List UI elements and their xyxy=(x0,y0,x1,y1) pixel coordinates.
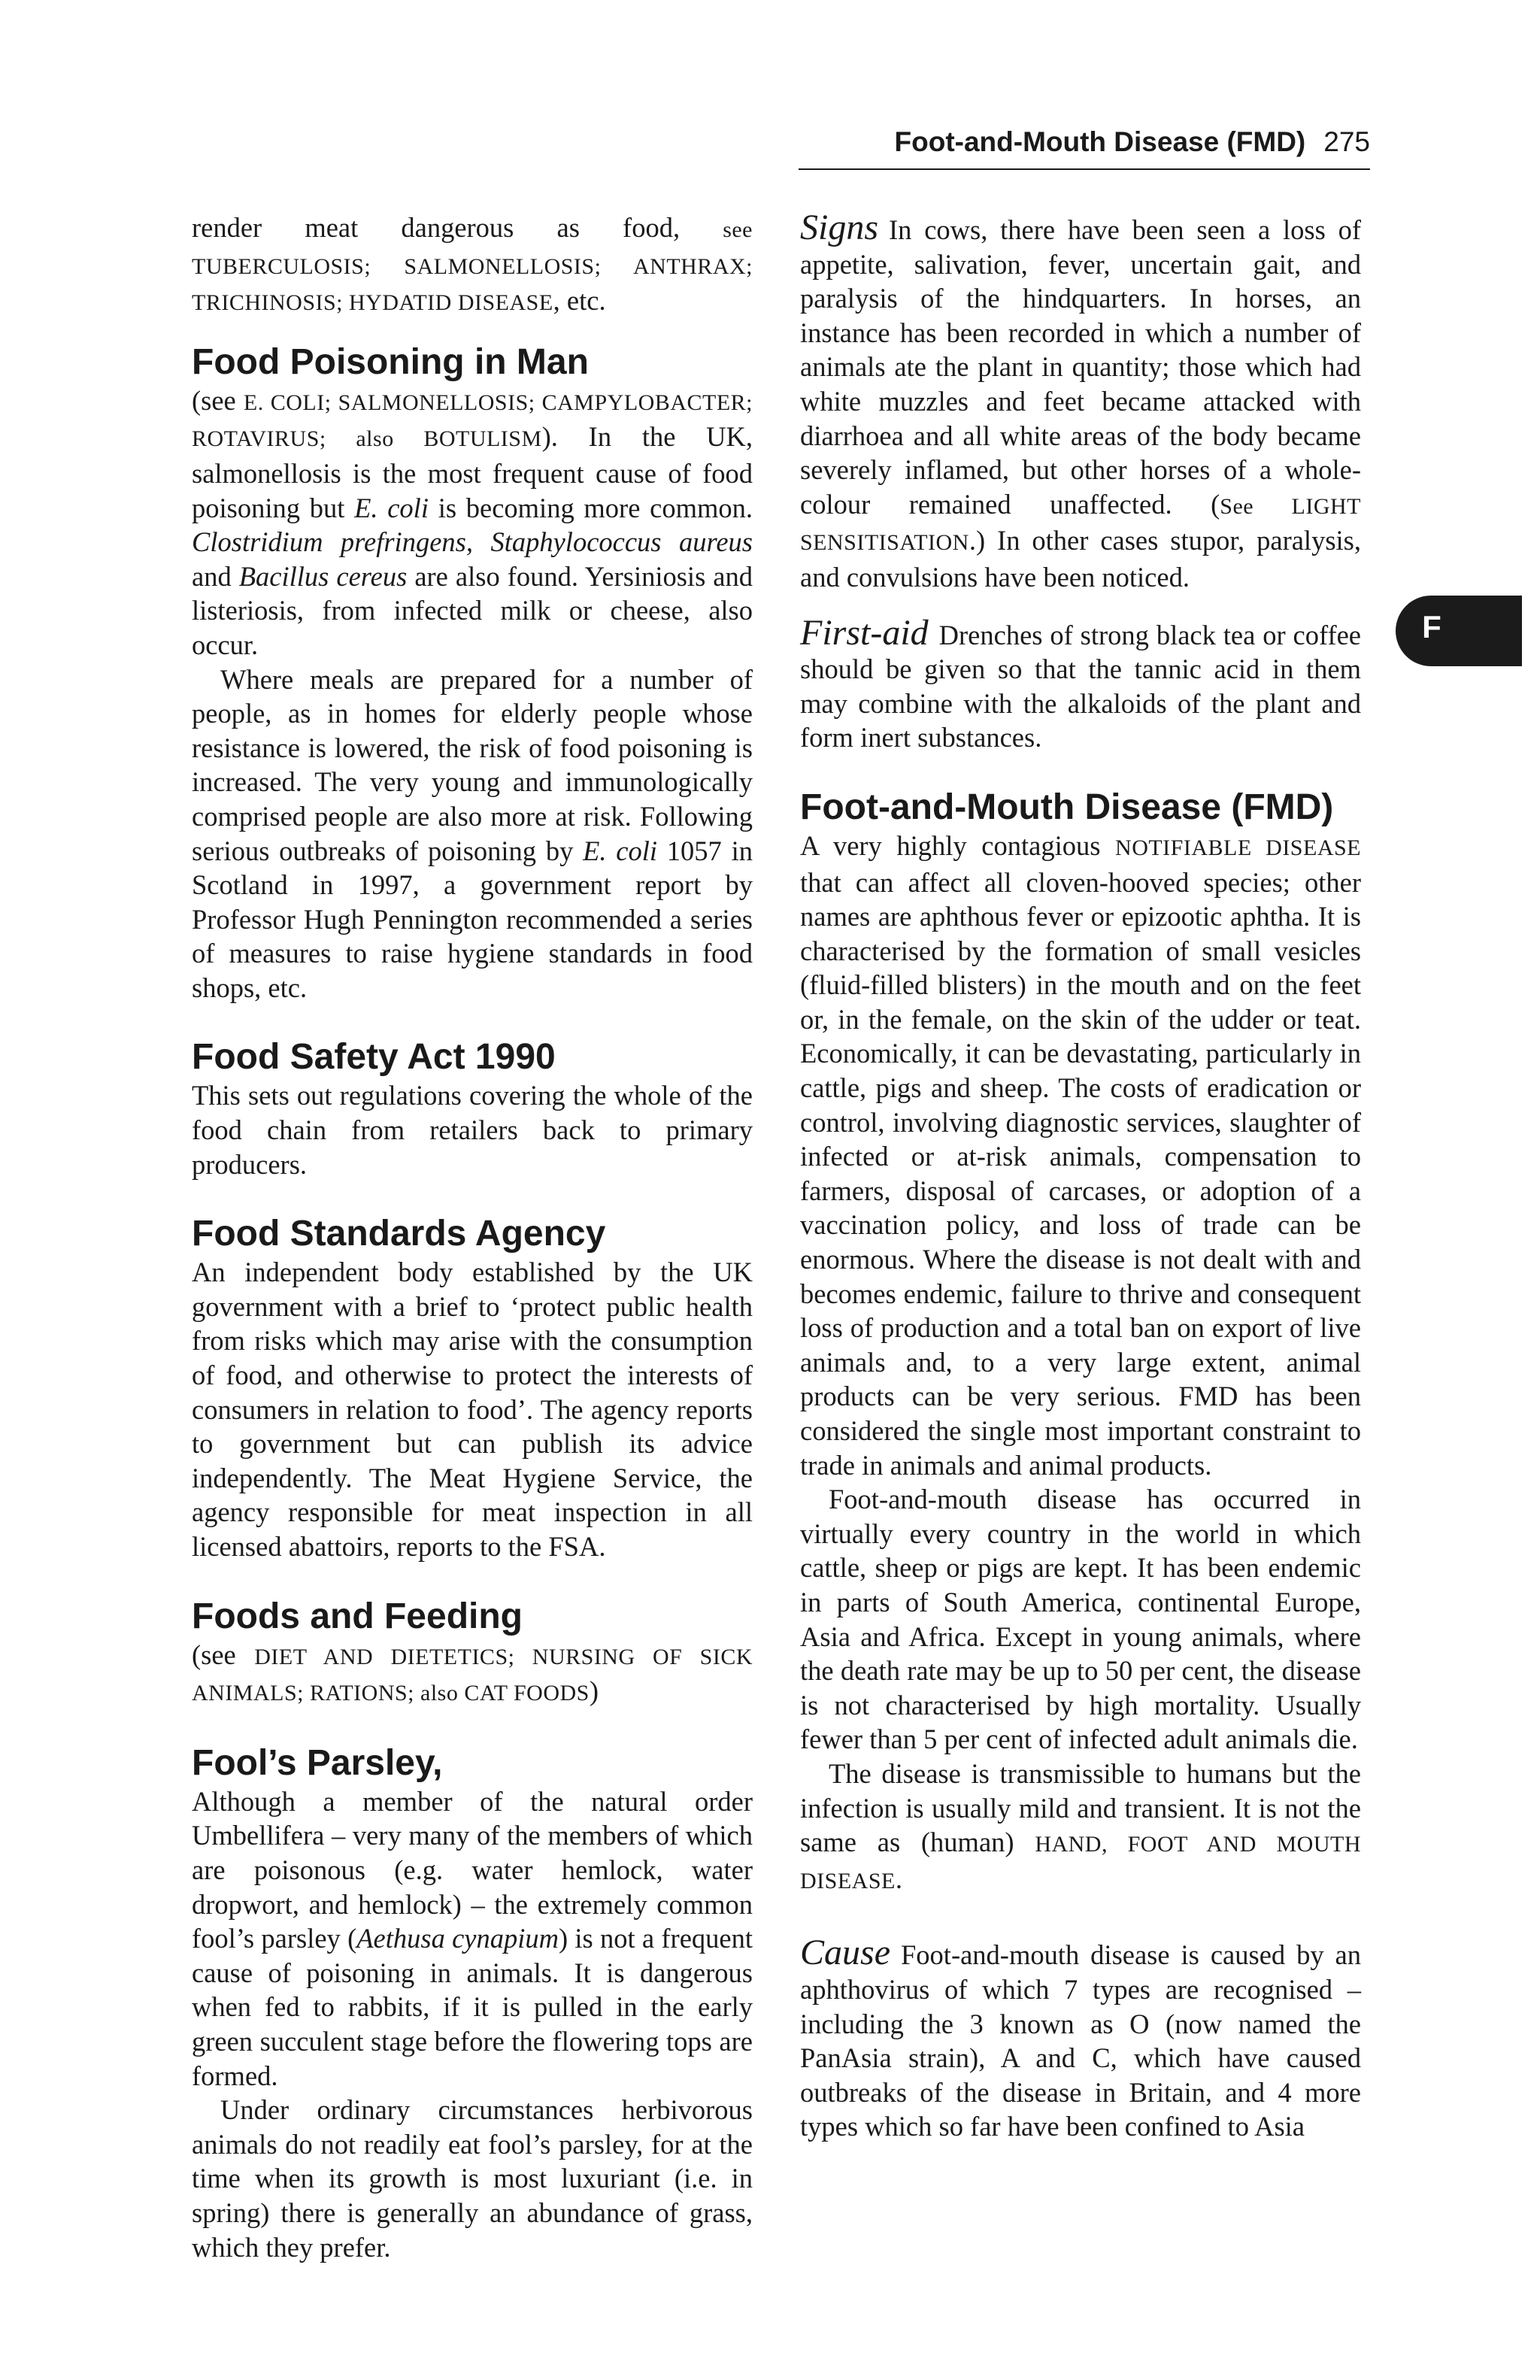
running-head xyxy=(799,126,1370,158)
spacer xyxy=(800,1898,1361,1936)
run-in-heading-first-aid: First-aid xyxy=(800,612,929,653)
text-run: render meat dangerous as food, xyxy=(192,212,723,243)
text-run: are also found. Yersiniosis and listeriosis, from infected milk or cheese, also occur. xyxy=(192,560,753,660)
run-in-heading-cause: Cause xyxy=(800,1933,890,1973)
cross-reference: BOTULISM xyxy=(423,426,542,452)
entry-paragraph: Foot-and-mouth disease has occurred in virtually every country in the world in which cattle, sheep or pigs are kept. It has been endemic in parts of South America, continental Europe, Asia and Africa. Except in young animals, where the death rate may be up to 50 per cent, the disease is not characterised by high mortality. Usually fewer than 5 per cent of infected adult animals die. xyxy=(800,1484,1361,1755)
text-run: Where meals are prepared for a number of people, as in homes for elderly people whose resistance is lowered, the risk of food poisoning is increased. The very young and immunologically comprised people are also more at risk. Following serious outbreaks of poisoning by xyxy=(192,663,753,866)
spacer xyxy=(192,1181,753,1213)
species-name: E. coli xyxy=(354,492,429,523)
text-run: The disease is transmissible to humans but the infection is usually mild and transient. It is not the same as (human) xyxy=(800,1757,1361,1858)
text-run: , etc. xyxy=(553,285,606,317)
text-run: (see xyxy=(192,384,244,416)
entry-heading-food-poisoning: Food Poisoning in Man xyxy=(192,341,589,382)
cross-reference: DIET AND DIETETICS; NURSING OF SICK ANIMALS; RATIONS; xyxy=(192,1644,753,1706)
first-aid-paragraph xyxy=(800,612,1361,755)
right-column xyxy=(800,208,1361,2144)
entry-heading-fools-parsley: Fool’s Parsley, xyxy=(192,1742,443,1783)
text-run: In cows, there have been seen a loss of appetite, salivation, fever, uncertain gait, and paralysis of the hindquarters. In horses, an instance has been recorded in which a number of animals ate the plant in quantity; those which had white muzzles and feet became attacked with diarrhoea and all white areas of the body became severely inflamed, but other horses of a whole-colour remained unaffected. ( xyxy=(800,214,1361,520)
entry-paragraph xyxy=(800,829,1361,1482)
entry-paragraph: Under ordinary circumstances herbivorous animals do not readily eat fool’s parsley, for at the time when its growth is most luxuriant (i.e. in spring) there is generally an abundance of grass, which they prefer. xyxy=(192,2094,753,2263)
spacer xyxy=(192,1005,753,1036)
header-rule xyxy=(799,168,1370,170)
see-label: See xyxy=(1220,493,1292,519)
cross-reference: E. COLI; SALMONELLOSIS; CAMPYLOBACTER; ROTAVIRUS; xyxy=(192,390,753,452)
thumb-index-letter: F xyxy=(1422,609,1441,644)
text-run: Although a member of the natural order Umbellifera – very many of the members of which are poisonous (e.g. water hemlock, water dropwort, and hemlock) – the extremely common fool’s parsley ( xyxy=(192,1785,753,1954)
entry-heading-food-safety-act: Food Safety Act 1990 xyxy=(192,1037,556,1078)
text-run: ) is not a frequent cause of poisoning in animals. It is dangerous when fed to rabbits, if it is pulled in the early green succulent stage before the flowering tops are formed. xyxy=(192,1923,753,2091)
text-run: .) In other cases stupor, paralysis, and convulsions have been noticed. xyxy=(800,525,1361,593)
left-column xyxy=(192,211,753,2264)
spacer xyxy=(192,1711,753,1742)
text-run: . xyxy=(895,1863,902,1894)
cross-reference: LIGHT SENSITISATION xyxy=(800,493,1361,556)
text-run: also xyxy=(414,1681,465,1706)
thumb-index-tab xyxy=(1396,596,1522,666)
entry-paragraph xyxy=(192,384,753,662)
cause-paragraph xyxy=(800,1933,1361,2144)
species-name: Bacillus cereus xyxy=(238,560,408,592)
cross-reference: NOTIFIABLE DISEASE xyxy=(1115,835,1361,860)
cross-reference: HAND, FOOT AND MOUTH DISEASE xyxy=(800,1832,1361,1893)
see-label: see xyxy=(723,217,753,242)
continued-paragraph xyxy=(192,211,753,320)
text-run: Foot-and-mouth disease is caused by an aphthovirus of which 7 types are recognised – including the 3 known as O (now named the PanAsia strain), A and C, which have caused outbreaks of the disease in Britain, and 4 more types which so far have been confined to Asia xyxy=(800,1939,1361,2142)
entry-paragraph xyxy=(192,1784,753,2093)
spacer xyxy=(192,1564,753,1596)
text-run: ). In the UK, salmonellosis is the most frequent cause of food poisoning but xyxy=(192,421,753,523)
text-run: and xyxy=(192,560,239,592)
signs-paragraph xyxy=(800,208,1361,595)
entry-paragraph xyxy=(800,1757,1361,1898)
text-run: is becoming more common. xyxy=(428,492,753,523)
species-name: E. coli xyxy=(583,835,658,866)
text-run: that can affect all cloven-hooved species; other names are aphthous fever or epizootic aphtha. It is characterised by the formation of small vesicles (fluid-filled blisters) in the mouth and on the feet or, in the female, on the skin of the udder or teat. Economically, it can be devastating, particularly in cattle, pigs and sheep. The costs of eradication or control, involving diagnostic services, slaughter of infected or at-risk animals, compensation to farmers, disposal of carcases, or adoption of a vaccination policy, and loss of trade can be enormous. Where the disease is not dealt with and becomes endemic, failure to thrive and consequent loss of production and a total ban on export of live animals and, to a very large extent, animal products can be very serious. FMD has been considered the single most important constraint to trade in animals and animal products. xyxy=(800,866,1361,1481)
entry-heading-foods-and-feeding: Foods and Feeding xyxy=(192,1596,523,1636)
page-number: 275 xyxy=(1323,126,1370,157)
cross-reference: CAT FOODS xyxy=(464,1681,590,1706)
spacer xyxy=(192,320,753,341)
entry-paragraph: An independent body established by the UK government with a brief to ‘protect public health from risks which may arise with the consumption of food, and otherwise to protect the interests of consumers in relation to food’. The agency reports to government but can publish its advice independently. The Meat Hygiene Service, the agency responsible for meat inspection in all licensed abattoirs, reports to the FSA. xyxy=(192,1257,753,1562)
running-head-title: Foot-and-Mouth Disease (FMD) xyxy=(894,126,1306,157)
text-run: Drenches of strong black tea or coffee should be given so that the tannic acid in them may combine with the alkaloids of the plant and form inert substances. xyxy=(800,619,1361,753)
entry-paragraph xyxy=(192,1638,753,1711)
text-run: ) xyxy=(589,1675,599,1707)
spacer xyxy=(800,755,1361,787)
run-in-heading-signs: Signs xyxy=(800,208,879,247)
entry-heading-fmd: Foot-and-Mouth Disease (FMD) xyxy=(800,787,1334,827)
text-run: 1057 in Scotland in 1997, a government report by Professor Hugh Pennington recommended a series of measures to raise hygiene standards in food shops, etc. xyxy=(192,835,753,1003)
species-name: Aethusa cynapium xyxy=(356,1923,559,1954)
entry-paragraph xyxy=(192,662,753,1005)
text-run: (see xyxy=(192,1639,255,1670)
text-run: A very highly contagious xyxy=(800,829,1116,861)
text-run: also xyxy=(326,426,424,452)
entry-paragraph: This sets out regulations covering the whole of the food chain from retailers back to primary producers. xyxy=(192,1080,753,1180)
entry-heading-food-standards-agency: Food Standards Agency xyxy=(192,1214,606,1254)
species-name: Clostridium prefringens, Staphylococcus aureus xyxy=(192,526,753,558)
cross-reference: TUBERCULOSIS; SALMONELLOSIS; ANTHRAX; TRICHINOSIS; HYDATID DISEASE xyxy=(192,253,753,316)
